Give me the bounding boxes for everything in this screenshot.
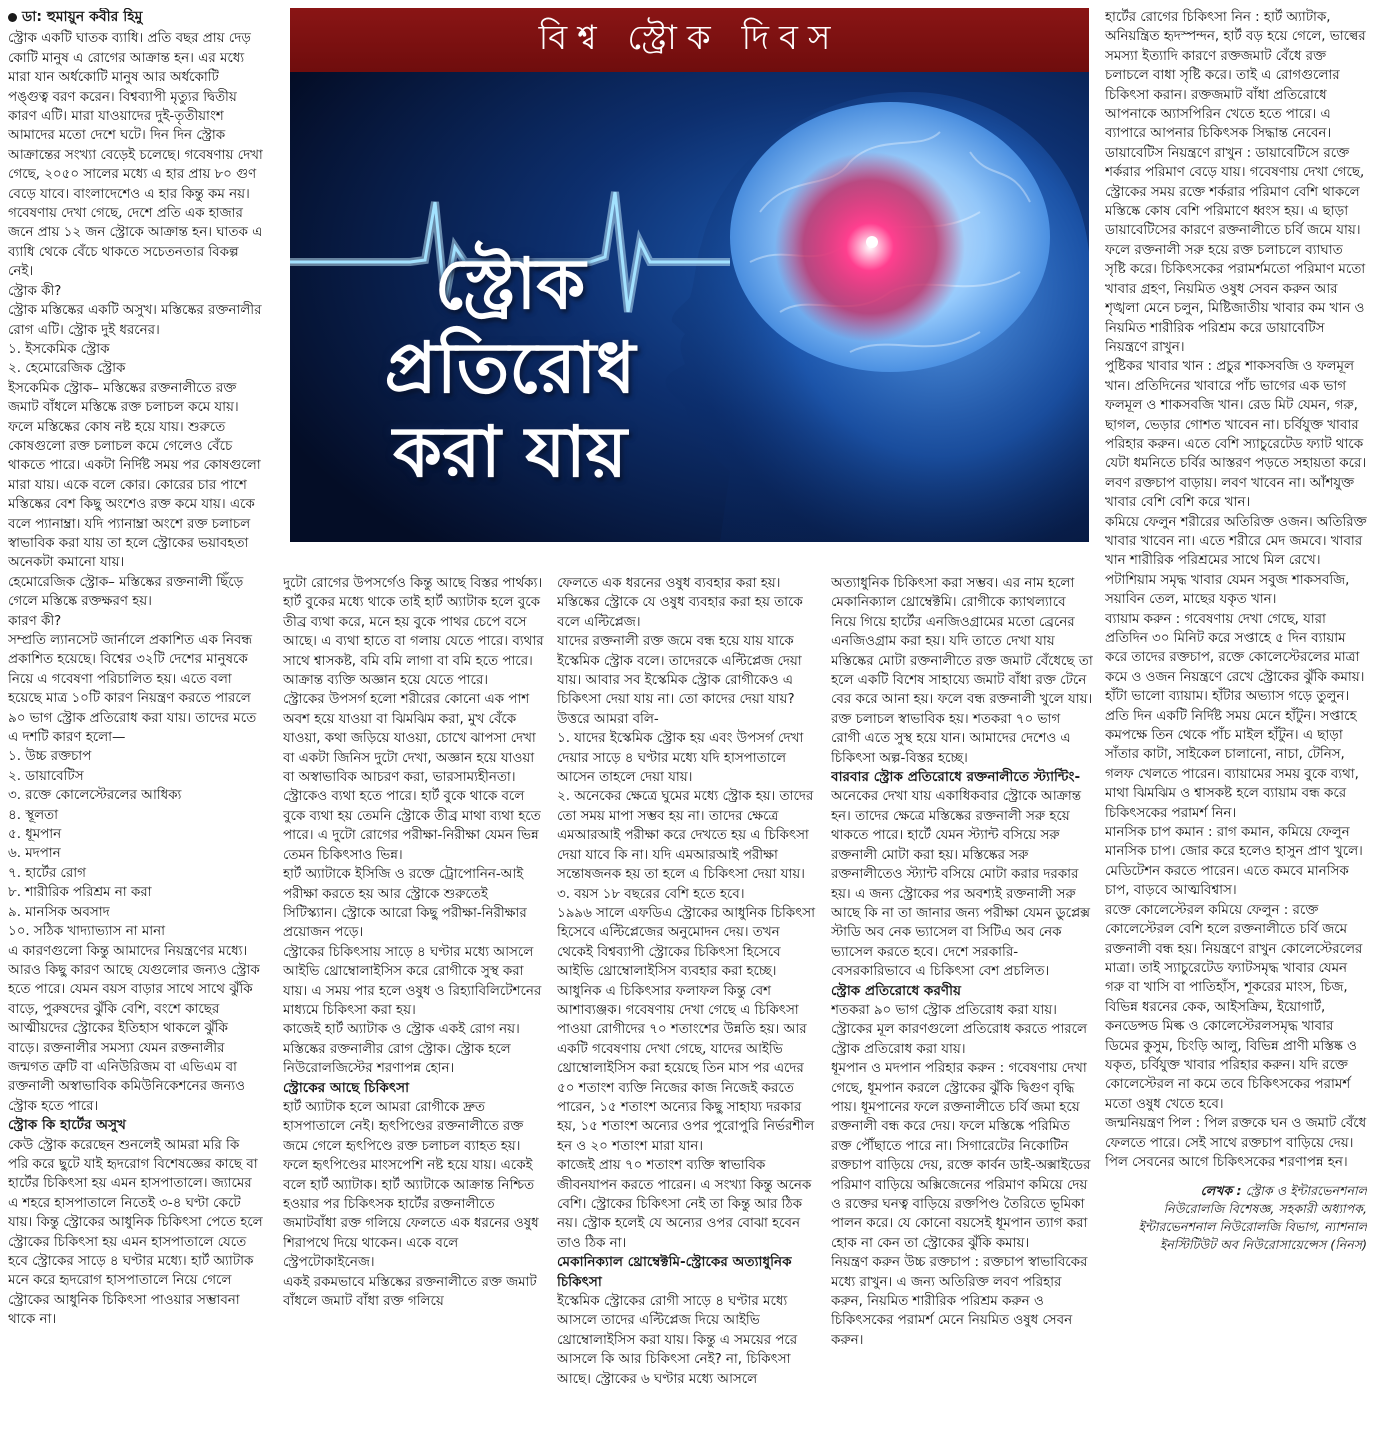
paragraph: কাজেই হার্ট অ্যাটাক ও স্ট্রোক একই রোগ নয়। মস্তিষ্কের রক্তনালীর রোগ স্ট্রোক। স্ট্রোক হলে নিউরোলজিস্টের শরণাপন্ন হোন। — [283, 1022, 520, 1077]
paragraph: ১. যাদের ইস্কেমিক স্ট্রোক হয় এবং উপসর্গ দেখা দেয়ার সাড়ে ৪ ঘণ্টার মধ্যে যদি হাসপাতালে আসেন তাহলে দেয়া যায়। — [557, 731, 804, 786]
paragraph: ১০. সঠিক খাদ্যাভ্যাস না মানা — [8, 924, 166, 940]
paragraph: ডায়াবেটিস নিয়ন্ত্রণে রাখুন : ডায়াবেটিসে রক্তে শর্করার পরিমাণ বেড়ে যায়। গবেষণায় দেখা গেছে, স্ট্রোকের সময় রক্তে শর্করার পরিমাণ বেশি থাকলে মস্তিষ্কে কোষ বেশি পরিমাণে ধ্বংস হয়। এ ছাড়া ডায়াবেটিসের কারণে রক্তনালীতে চর্বি জমে যায়। ফলে রক্তনালী সরু হয়ে রক্ত চলাচলে ব্যাঘাত সৃষ্টি করে। চিকিৎসকের পরামর্শমতো পরিমাণ মতো খাবার গ্রহণ, নিয়মিত ওষুধ সেবন করুন আর শৃঙ্খলা মেনে চলুন, মিষ্টিজাতীয় খাবার কম খান ও নিয়মিত শারীরিক পরিশ্রম করে ডায়াবেটিস নিয়ন্ত্রণে রাখুন। — [1105, 145, 1366, 355]
paragraph: অত্যাধুনিক চিকিৎসা করা সম্ভব। এর নাম হলো মেকানিক্যাল থ্রোম্বেক্টমি। রোগীকে ক্যাথল্যাবে নিয়ে গিয়ে হার্টের এনজিওগ্রামের মতো ব্রেনের এনজিওগ্রাম করা হয়। যদি তাতে দেখা যায় মস্তিষ্কের মোটা রক্তনালীতে রক্ত জমাট বেঁধেছে তা হলে একটি বিশেষ সাহায্যে জমাট বাঁধা রক্ত টেনে বের করে আনা হয়। ফলে বন্ধ রক্তনালী খুলে যায়। রক্ত চলাচল স্বাভাবিক হয়। শতকরা ৭০ ভাগ রোগী এতে সুস্থ হয়ে যান। আমাদের দেশেও এ চিকিৎসা অল্প-বিস্তর হচ্ছে। — [831, 576, 1093, 766]
paragraph: ৬. মদপান — [8, 846, 61, 862]
paragraph: ৯. মানসিক অবসাদ — [8, 904, 110, 920]
hero-title-line: প্রতিরোধ — [384, 327, 636, 409]
paragraph: হেমোরেজিক স্ট্রোক– মস্তিষ্কের রক্তনালী ছিঁড়ে গেলে মস্তিষ্কে রক্তক্ষরণ হয়। — [8, 574, 244, 610]
author-credit-line: ইনস্টিটিউট অব নিউরোসায়েন্সেস (নিনস) — [1159, 1237, 1367, 1253]
column-body-right — [1105, 8, 1367, 1172]
paragraph: কেউ স্ট্রোক করেছেন শুনলেই আমরা মরি কি পরি করে ছুটে যাই হৃদরোগ বিশেষজ্ঞের কাছে বা হার্টের চিকিৎসা হয় এমন হাসপাতালে। জ্যামের এ শহরে হাসপাতালে নিতেই ৩-৪ ঘণ্টা কেটে যায়। কিন্তু স্ট্রোকের আধুনিক চিকিৎসা পেতে হলে স্ট্রোকের চিকিৎসা হয় এমন হাসপাতালে যেতে হবে স্ট্রোকের সাড়ে ৪ ঘণ্টার মধ্যে। হার্ট অ্যাটাক মনে করে হৃদরোগ হাসপাতালে নিয়ে গেলে স্ট্রোকের আধুনিক চিকিৎসা পাওয়ার সম্ভাবনা থাকে না। — [8, 1137, 263, 1328]
article-column-left — [8, 8, 263, 1428]
section-heading: বারবার স্ট্রোক প্রতিরোধে রক্তনালীতে স্ট্যান্টিং- — [831, 769, 1081, 786]
paragraph: কাজেই প্রায় ৭০ শতাংশ ব্যক্তি স্বাভাবিক জীবনযাপন করতে পারেন। এ সংখ্যা কিন্তু অনেক বেশি। স্ট্রোকের চিকিৎসা নেই তা কিন্তু আর ঠিক নয়। স্ট্রোক হলেই যে অন্যের ওপর বোঝা হবেন তাও ঠিক না। — [557, 1158, 812, 1251]
banner-title: বিশ্ব স্ট্রোক দিবস — [538, 17, 841, 58]
paragraph: অনেকের দেখা যায় একাধিকবার স্ট্রোকে আক্রান্ত হন। তাদের ক্ষেত্রে মস্তিষ্কের রক্তনালী সরু হয়ে থাকতে পারে। হার্টে যেমন স্ট্যান্ট বসিয়ে সরু রক্তনালী মোটা করা হয়। মস্তিষ্কের সরু রক্তনালীতেও স্ট্যান্ট বসিয়ে মোটা করার দরকার হয়। এ জন্য স্ট্রোকের পর অবশ্যই রক্তনালী সরু আছে কি না তা জানার জন্য পরীক্ষা যেমন ডুপ্লেক্স স্টাডি অব নেক ভ্যাসেল বা সিটিএ অব নেক ভ্যাসেল করতে হবে। দেশে সরকারি-বেসরকারিভাবে এ চিকিৎসা বেশ প্রচলিত। — [831, 789, 1090, 980]
article-column-2 — [283, 574, 545, 1428]
paragraph: কমিয়ে ফেলুন শরীরের অতিরিক্ত ওজন। অতিরিক্ত খাবার খাবেন না। এতে শরীরে মেদ জমবে। খাবার খান শারীরিক পরিশ্রমের সাথে মিল রেখে। পটাশিয়াম সমৃদ্ধ খাবার যেমন সবুজ শাকসবজি, সয়াবিন তেল, মাছের যকৃত খান। — [1105, 514, 1367, 608]
author-byline: ডা: হুমায়ুন কবীর হিমু — [22, 9, 143, 25]
paragraph: দুটো রোগের উপসর্গেও কিন্তু আছে বিস্তর পার্থক্য। — [283, 576, 543, 591]
column-body-4 — [831, 574, 1093, 1350]
hero-title — [330, 242, 690, 494]
section-heading: স্ট্রোক কি হার্টের অসুখ — [8, 1117, 126, 1134]
author-credit-line: ইন্টারভেনশনাল নিউরোলজি বিভাগ, ন্যাশনাল — [1138, 1219, 1367, 1235]
paragraph: হার্ট অ্যাটাক হলে আমরা রোগীকে দ্রুত হাসপাতালে নেই। হৃৎপিণ্ডের রক্তনালীতে রক্ত জমে গেলে হৃৎপিণ্ডে রক্ত চলাচল ব্যাহত হয়। ফলে হৃৎপিণ্ডের মাংসপেশি নষ্ট হয়ে যায়। একেই বলে হার্ট অ্যাটাক। হার্ট অ্যাটাকে আক্রান্ত নিশ্চিত হওয়ার পর চিকিৎসক হার্টের রক্তনালীতে জমাটবাঁধা রক্ত গলিয়ে ফেলতে এক ধরনের ওষুধ শিরাপথে দিয়ে থাকেন। একে বলে স্ট্রেপটোকাইনেজ। — [283, 1099, 539, 1271]
paragraph: ৮. শারীরিক পরিশ্রম না করা — [8, 885, 152, 901]
paragraph: ইসকেমিক স্ট্রোক– মস্তিষ্কের রক্তনালীতে রক্ত জমাট বাঁধলে মস্তিষ্কে রক্ত চলাচল কমে যায়। ফলে মস্তিষ্কের কোষ নষ্ট হয়ে যায়। শুরুতে কোষগুলো রক্ত চলাচল কমে গেলেও বেঁচে থাকতে পারে। একটা নির্দিষ্ট সময় পর কোষগুলো মারা যায়। একে বলে কোর। কোরের চার পাশে মস্তিষ্কের বেশ কিছু অংশেও রক্ত কমে যায়। একে বলে প্যানাম্ব্রা। যদি প্যানাম্ব্রা অংশে রক্ত চলাচল স্বাভাবিক করা যায় তা হলে স্ট্রোকের ভয়াবহতা অনেকটা কমানো যায়। — [8, 380, 261, 571]
paragraph: ধূমপান ও মদপান পরিহার করুন : গবেষণায় দেখা গেছে, ধূমপান করলে স্ট্রোকের ঝুঁকি দ্বিগুণ বৃদ্ধি পায়। ধূমপানের ফলে রক্তনালীতে চর্বি জমা হয়ে রক্তনালী বন্ধ করে দেয়। ফলে মস্তিষ্কে পরিমিত রক্ত পৌঁছাতে পারে না। সিগারেটের নিকোটিন রক্তচাপ বাড়িয়ে দেয়, রক্তে কার্বন ডাই-অক্সাইডের পরিমাণ বাড়িয়ে অক্সিজেনের পরিমাণ কমিয়ে দেয় ও রক্তের ঘনত্ব বাড়িয়ে রক্তপিণ্ড তৈরিতে ভূমিকা পালন করে। যে কোনো বয়সেই ধূমপান ত্যাগ করা হোক না কেন তা স্ট্রোকের ঝুঁকি কমায়। — [831, 1061, 1091, 1251]
paragraph: স্ট্রোকের চিকিৎসায় সাড়ে ৪ ঘণ্টার মধ্যে আসলে আইভি থ্রোম্বোলাইসিস করে রোগীকে সুস্থ করা যায়। এ সময় পার হলে ওষুধ ও রিহ্যাবিলিটেশনের মাধ্যমে চিকিৎসা করা হয়। — [283, 944, 542, 1018]
author-credit-label: লেখক : — [1200, 1183, 1242, 1199]
article-column-right — [1105, 8, 1367, 1428]
hero-title-line: করা যায় — [392, 411, 627, 493]
paragraph: হার্টের রোগের চিকিৎসা নিন : হার্ট অ্যাটাক, অনিয়ন্ত্রিত হৃদস্পন্দন, হার্ট বড় হয়ে গেলে, ভাল্বের সমস্যা ইত্যাদি কারণে রক্তজমাট বেঁধে রক্ত চলাচলে বাধা সৃষ্টি করে। তাই এ রোগগুলোর চিকিৎসা করান। রক্তজমাট বাঁধা প্রতিরোধে আপনাকে অ্যাসপিরিন খেতে হতে পারে। এ ব্যাপারে আপনার চিকিৎসক সিদ্ধান্ত নেবেন। — [1105, 10, 1366, 142]
hero-image — [290, 72, 1089, 542]
paragraph: ৪. স্থূলতা — [8, 807, 58, 823]
paragraph: ৭. হার্টের রোগ — [8, 865, 86, 881]
paragraph: ১. ইসকেমিক স্ট্রোক — [8, 341, 110, 357]
paragraph: যাদের রক্তনালী রক্ত জমে বন্ধ হয়ে যায় যাকে ইস্কেমিক স্ট্রোক বলে। তাদেরকে এল্টিপ্লেজ দেয়া যায়। আবার সব ইস্কেমিক স্ট্রোক রোগীকেও এ চিকিৎসা দেয়া যায় না। তো কাদের দেয়া যায়? উত্তরে আমরা বলি- — [557, 634, 802, 727]
paragraph: ১. উচ্চ রক্তচাপ — [8, 749, 92, 765]
paragraph: কারণ কী? — [8, 613, 62, 629]
paragraph: ইস্কেমিক স্ট্রোকের রোগী সাড়ে ৪ ঘণ্টার মধ্যে আসলে তাদের এল্টিপ্লেজ দিয়ে আইভি থ্রোম্বোলাইসিস করা যায়। কিন্তু এ সময়ের পরে আসলে কি আর চিকিৎসা নেই? না, চিকিৎসা আছে। স্ট্রোকের ৬ ঘণ্টার মধ্যে আসলে — [557, 1294, 798, 1387]
paragraph: স্ট্রোক কী? — [8, 283, 62, 299]
author-credit — [1105, 1182, 1367, 1254]
paragraph: জন্মনিয়ন্ত্রণ পিল : পিল রক্তকে ঘন ও জমাট বেঁধে ফেলতে পারে। সেই সাথে রক্তচাপ বাড়িয়ে দেয়। পিল সেবনের আগে চিকিৎসকের শরণাপন্ন হন। — [1105, 1116, 1367, 1170]
section-heading: স্ট্রোক প্রতিরোধে করণীয় — [831, 982, 962, 999]
paragraph: হার্ট অ্যাটাকে ইসিজি ও রক্তে ট্রোপোনিন-আই পরীক্ষা করতে হয় আর স্ট্রোকে শুরুতেই সিটিস্ক্যান। স্ট্রোকে আরো কিছু পরীক্ষা-নিরীক্ষার প্রয়োজন পড়ে। — [283, 867, 527, 941]
paragraph: একই রকমভাবে মস্তিষ্কের রক্তনালীতে রক্ত জমাট বাঁধলে জমাট বাঁধা রক্ত গলিয়ে — [283, 1274, 537, 1310]
paragraph: রক্তে কোলেস্টেরল কমিয়ে ফেলুন : রক্তে কোলেস্টেরল বেশি হলে রক্তনালীতে চর্বি জমে রক্তনালী বন্ধ হয়। নিয়ন্ত্রণে রাখুন কোলেস্টেরলের মাত্রা। তাই স্যাচুরেটেড ফ্যাটসমৃদ্ধ খাবার যেমন গরু বা খাসি বা পাতিহাঁস, শূকরের মাংস, চিজ, বিভিন্ন ধরনের কেক, আইসক্রিম, ইয়োগার্ট, কনডেন্সড মিল্ক ও কোলেস্টেরলসমৃদ্ধ খাবার ডিমের কুসুম, চিংড়ি আলু, বিভিন্ন প্রাণী মস্তিষ্ক ও যকৃত, চর্বিযুক্ত খাবার পরিহার করুন। যদি রক্তে কোলেস্টেরল না কমে তবে চিকিৎসকের পরামর্শ মতো ওষুধ খেতে হবে। — [1105, 902, 1363, 1112]
paragraph: মানসিক চাপ কমান : রাগ কমান, কমিয়ে ফেলুন মানসিক চাপ। জোর করে হলেও হাসুন প্রাণ খুলে। মেডিটেশন করতে পারেন। এতে কমবে মানসিক চাপ, বাড়বে আত্মবিশ্বাস। — [1105, 825, 1363, 899]
section-banner — [290, 8, 1089, 72]
section-heading: মেকানিক্যাল থ্রোম্বেক্টমি-স্ট্রোকের অত্যাধুনিক চিকিৎসা — [557, 1254, 792, 1290]
paragraph: এ কারণগুলো কিন্তু আমাদের নিয়ন্ত্রণের মধ্যে। আরও কিছু কারণ আছে যেগুলোর জন্যও স্ট্রোক হতে পারে। যেমন বয়স বাড়ার সাথে সাথে ঝুঁকি বাড়ে, পুরুষদের ঝুঁকি বেশি, বংশে কাছের আত্মীয়দের স্ট্রোকের ইতিহাস থাকলে ঝুঁকি বাড়ে। রক্তনালীর সমস্যা যেমন রক্তনালীর জন্মগত ত্রুটি বা এনিউরিজম বা এভিএম বা রক্তনালী অস্বাভাবিক কমিউনিকেশনের জন্যও স্ট্রোক হতে পারে। — [8, 943, 260, 1114]
paragraph: ৫. ধূমপান — [8, 827, 62, 843]
paragraph: ২. অনেকের ক্ষেত্রে ঘুমের মধ্যে স্ট্রোক হয়। তাদের তো সময় মাপা সম্ভব হয় না। তাদের ক্ষেত্রে এমআরআই পরীক্ষা করে দেখতে হয় এ চিকিৎসা দেয়া যাবে কি না। যদি এমআরআই পরীক্ষা সন্তোষজনক হয় তা হলে এ চিকিৎসা দেয়া যায়। — [557, 789, 814, 883]
paragraph: সম্প্রতি ল্যানসেট জার্নালে প্রকাশিত এক নিবন্ধ প্রকাশিত হয়েছে। বিশ্বের ৩২টি দেশের মানুষকে নিয়ে এ গবেষণা পরিচালিত হয়। এতে বলা হয়েছে মাত্র ১০টি কারণ নিয়ন্ত্রণ করতে পারলে ৯০ ভাগ স্ট্রোক প্রতিরোধ করা যায়। তাদের মতে এ দশটি কারণ হলো— — [8, 633, 257, 746]
hero-title-line: স্ট্রোক — [434, 243, 586, 325]
paragraph: হার্ট বুকের মধ্যে থাকে তাই হার্ট অ্যাটাক হলে বুকে তীব্র ব্যথা করে, মনে হয় বুকে পাথর চেপে বসে আছে। এ ব্যথা হাতে বা গলায় যেতে পারে। ব্যথার সাথে শ্বাসকষ্ট, বমি বমি লাগা বা বমি হতে পারে। আক্রান্ত ব্যক্তি অজ্ঞান হয়ে যেতে পারে। — [283, 595, 544, 689]
paragraph: ফেলতে এক ধরনের ওষুধ ব্যবহার করা হয়। মস্তিষ্কের স্ট্রোকে যে ওষুধ ব্যবহার করা হয় তাকে বলে এল্টিপ্লেজ। — [557, 576, 803, 630]
bullet-icon — [8, 13, 17, 22]
column-body-2 — [283, 574, 545, 1311]
paragraph: শতকরা ৯০ ভাগ স্ট্রোক প্রতিরোধ করা যায়। স্ট্রোকের মূল কারণগুলো প্রতিরোধ করতে পারলে স্ট্রোক প্রতিরোধ করা যায়। — [831, 1002, 1087, 1057]
section-heading: স্ট্রোকের আছে চিকিৎসা — [283, 1079, 410, 1096]
paragraph: স্ট্রোক মস্তিষ্কের একটি অসুখ। মস্তিষ্কের রক্তনালীর রোগ এটি। স্ট্রোক দুই ধরনের। — [8, 303, 262, 338]
paragraph: ১৯৯৬ সালে এফডিএ স্ট্রোকের আধুনিক চিকিৎসা হিসেবে এল্টিপ্লেজের অনুমোদন দেয়। তখন থেকেই বিশ্বব্যাপী স্ট্রোকের চিকিৎসা হিসেবে আইভি থ্রোম্বোলাইসিস ব্যবহার করা হচ্ছে। আধুনিক এ চিকিৎসার ফলাফল কিন্তু বেশ আশাব্যঞ্জক। গবেষণায় দেখা গেছে এ চিকিৎসা পাওয়া রোগীদের ৭০ শতাংশের উন্নতি হয়। আর একটি গবেষণায় দেখা গেছে, যাদের আইভি থ্রোম্বোলাইসিস করা হয়েছে তিন মাস পর এদের ৫০ শতাংশ ব্যক্তি নিজের কাজ নিজেই করতে পারেন, ১৫ শতাংশ অন্যের কিছু সাহায্য দরকার হয়, ১৫ শতাংশ অন্যের ওপর পুরোপুরি নির্ভরশীল হন ও ২০ শতাংশ মারা যান। — [557, 905, 816, 1154]
author-credit-line: নিউরোলজি বিশেষজ্ঞ, সহকারী অধ্যাপক, — [1163, 1201, 1367, 1217]
paragraph: ৩. রক্তে কোলেস্টেরলের আধিক্য — [8, 788, 182, 804]
paragraph: ৩. বয়স ১৮ বছরের বেশি হতে হবে। — [557, 886, 745, 902]
paragraph: স্ট্রোকের উপসর্গ হলো শরীরের কোনো এক পাশ অবশ হয়ে যাওয়া বা ঝিমঝিম করা, মুখ বেঁকে যাওয়া, কথা জড়িয়ে যাওয়া, চোখে ঝাপসা দেখা বা একটা জিনিস দুটো দেখা, অজ্ঞান হয়ে যাওয়া বা অস্বাভাবিক আচরণ করা, ভারসাম্যহীনতা। স্ট্রোকেও ব্যথা হতে পারে। হার্ট বুকে থাকে বলে বুকে ব্যথা হয় তেমনি স্ট্রোকে তীব্র মাথা ব্যথা হতে পারে। এ দুটো রোগের পরীক্ষা-নিরীক্ষা যেমন ভিন্ন তেমন চিকিৎসাও ভিন্ন। — [283, 692, 541, 863]
paragraph: ২. হেমোরেজিক স্ট্রোক — [8, 361, 126, 377]
column-body-left — [8, 29, 263, 1329]
paragraph: ব্যায়াম করুন : গবেষণায় দেখা গেছে, যারা প্রতিদিন ৩০ মিনিট করে সপ্তাহে ৫ দিন ব্যায়াম করে তাদের রক্তচাপ, রক্তে কোলেস্টেরলের মাত্রা কমে ও ওজন নিয়ন্ত্রণে রেখে স্ট্রোকের ঝুঁকি কমায়। হাঁটা ভালো ব্যায়াম। হাঁটার অভ্যাস গড়ে তুলুন। প্রতি দিন একটি নির্দিষ্ট সময় মেনে হাঁটুন। সপ্তাহে কমপক্ষে তিন থেকে পাঁচ মাইল হাঁটুন। এ ছাড়া সাঁতার কাটা, সাইকেল চালানো, নাচা, টেনিস, গলফ খেলতে পারেন। ব্যায়ামের সময় বুকে ব্যথা, মাথা ঝিমঝিম ও শ্বাসকষ্ট হলে ব্যায়াম বন্ধ করে চিকিৎসকের পরামর্শ নিন। — [1105, 611, 1365, 821]
paragraph: নিয়ন্ত্রণ করুন উচ্চ রক্তচাপ : রক্তচাপ স্বাভাবিকের মধ্যে রাখুন। এ জন্য অতিরিক্ত লবণ পরিহার করুন, নিয়মিত শারীরিক পরিশ্রম করুন ও চিকিৎসকের পরামর্শ মেনে নিয়মিত ওষুধ সেবন করুন। — [831, 1255, 1088, 1348]
author-credit-line: স্ট্রোক ও ইন্টারভেনশনাল — [1245, 1183, 1367, 1199]
paragraph: স্ট্রোক একটি ঘাতক ব্যাধি। প্রতি বছর প্রায় দেড় কোটি মানুষ এ রোগের আক্রান্ত হন। এর মধ্যে মারা যান অর্ধকোটি মানুষ আর অর্ধকোটি পঙ্গুত্ব বরণ করেন। বিশ্বব্যাপী মৃত্যুর দ্বিতীয় কারণ এটি। মারা যাওয়াদের দুই-তৃতীয়াংশ আমাদের মতো দেশে ঘটে। দিন দিন স্ট্রোক আক্রান্তের সংখ্যা বেড়েই চলেছে। গবেষণায় দেখা গেছে, ২০৫০ সালের মধ্যে এ হার প্রায় ৮০ গুণ বেড়ে যাবে। বাংলাদেশেও এ হার কিন্তু কম নয়। গবেষণায় দেখা গেছে, দেশে প্রতি এক হাজার জনে প্রায় ১২ জন স্ট্রোকে আক্রান্ত হন। ঘাতক এ ব্যাধি থেকে বেঁচে থাকতে সচেতনতার বিকল্প নেই। — [8, 31, 263, 280]
column-body-3 — [557, 574, 819, 1389]
article-column-3 — [557, 574, 819, 1428]
paragraph: পুষ্টিকর খাবার খান : প্রচুর শাকসবজি ও ফলমূল খান। প্রতিদিনের খাবারে পাঁচ ভাগের এক ভাগ ফলমূল ও শাকসবজি খান। রেড মিট যেমন, গরু, ছাগল, ভেড়ার গোশত খাবেন না। চর্বিযুক্ত খাবার পরিহার করুন। এতে বেশি স্যাচুরেটেড ফ্যাট থাকে যেটা ধমনিতে চর্বির আস্তরণ পড়তে সহায়তা করে। লবণ রক্তচাপ বাড়ায়। লবণ খাবেন না। আঁশযুক্ত খাবার বেশি বেশি করে খান। — [1105, 359, 1367, 511]
paragraph: ২. ডায়াবেটিস — [8, 768, 84, 784]
article-column-4 — [831, 574, 1093, 1428]
